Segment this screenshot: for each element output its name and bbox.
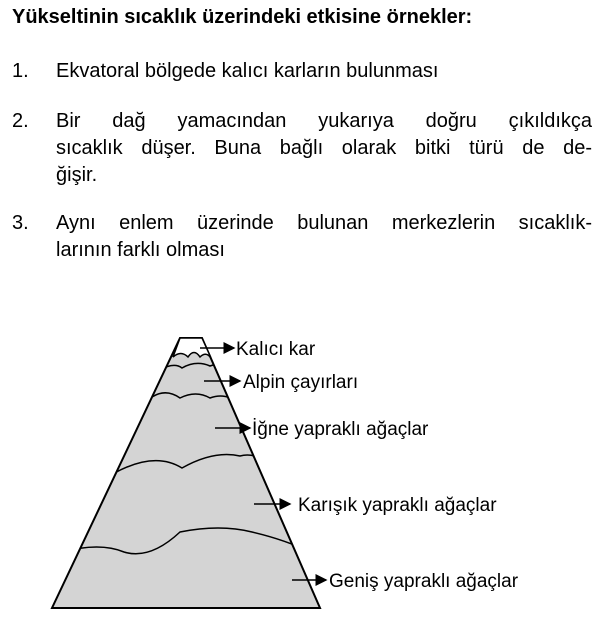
item-line: ğişir. bbox=[56, 164, 98, 186]
item-number: 3. bbox=[12, 212, 29, 234]
label-broadleaf: Geniş yapraklı ağaçlar bbox=[329, 571, 519, 592]
item-line: Bir dağ yamacından yukarıya doğru çıkıldıkça bbox=[56, 110, 592, 132]
item-number: 2. bbox=[12, 110, 29, 132]
page-title: Yükseltinin sıcaklık üzerindeki etkisine örnekler: bbox=[12, 6, 473, 28]
item-number: 1. bbox=[12, 60, 29, 82]
item-line: Aynı enlem üzerinde bulunan merkezlerin sıcaklık- bbox=[56, 212, 592, 234]
item-line: larının farklı olması bbox=[56, 239, 225, 261]
label-coniferous: İğne yapraklı ağaçlar bbox=[252, 419, 429, 440]
label-permanent-snow: Kalıcı kar bbox=[236, 339, 316, 360]
item-line: sıcaklık düşer. Buna bağlı olarak bitki türü de de- bbox=[56, 137, 592, 159]
label-mixed: Karışık yapraklı ağaçlar bbox=[298, 495, 497, 516]
item-line: Ekvatoral bölgede kalıcı karların bulunması bbox=[56, 60, 439, 82]
label-alpine-meadows: Alpin çayırları bbox=[243, 372, 359, 393]
